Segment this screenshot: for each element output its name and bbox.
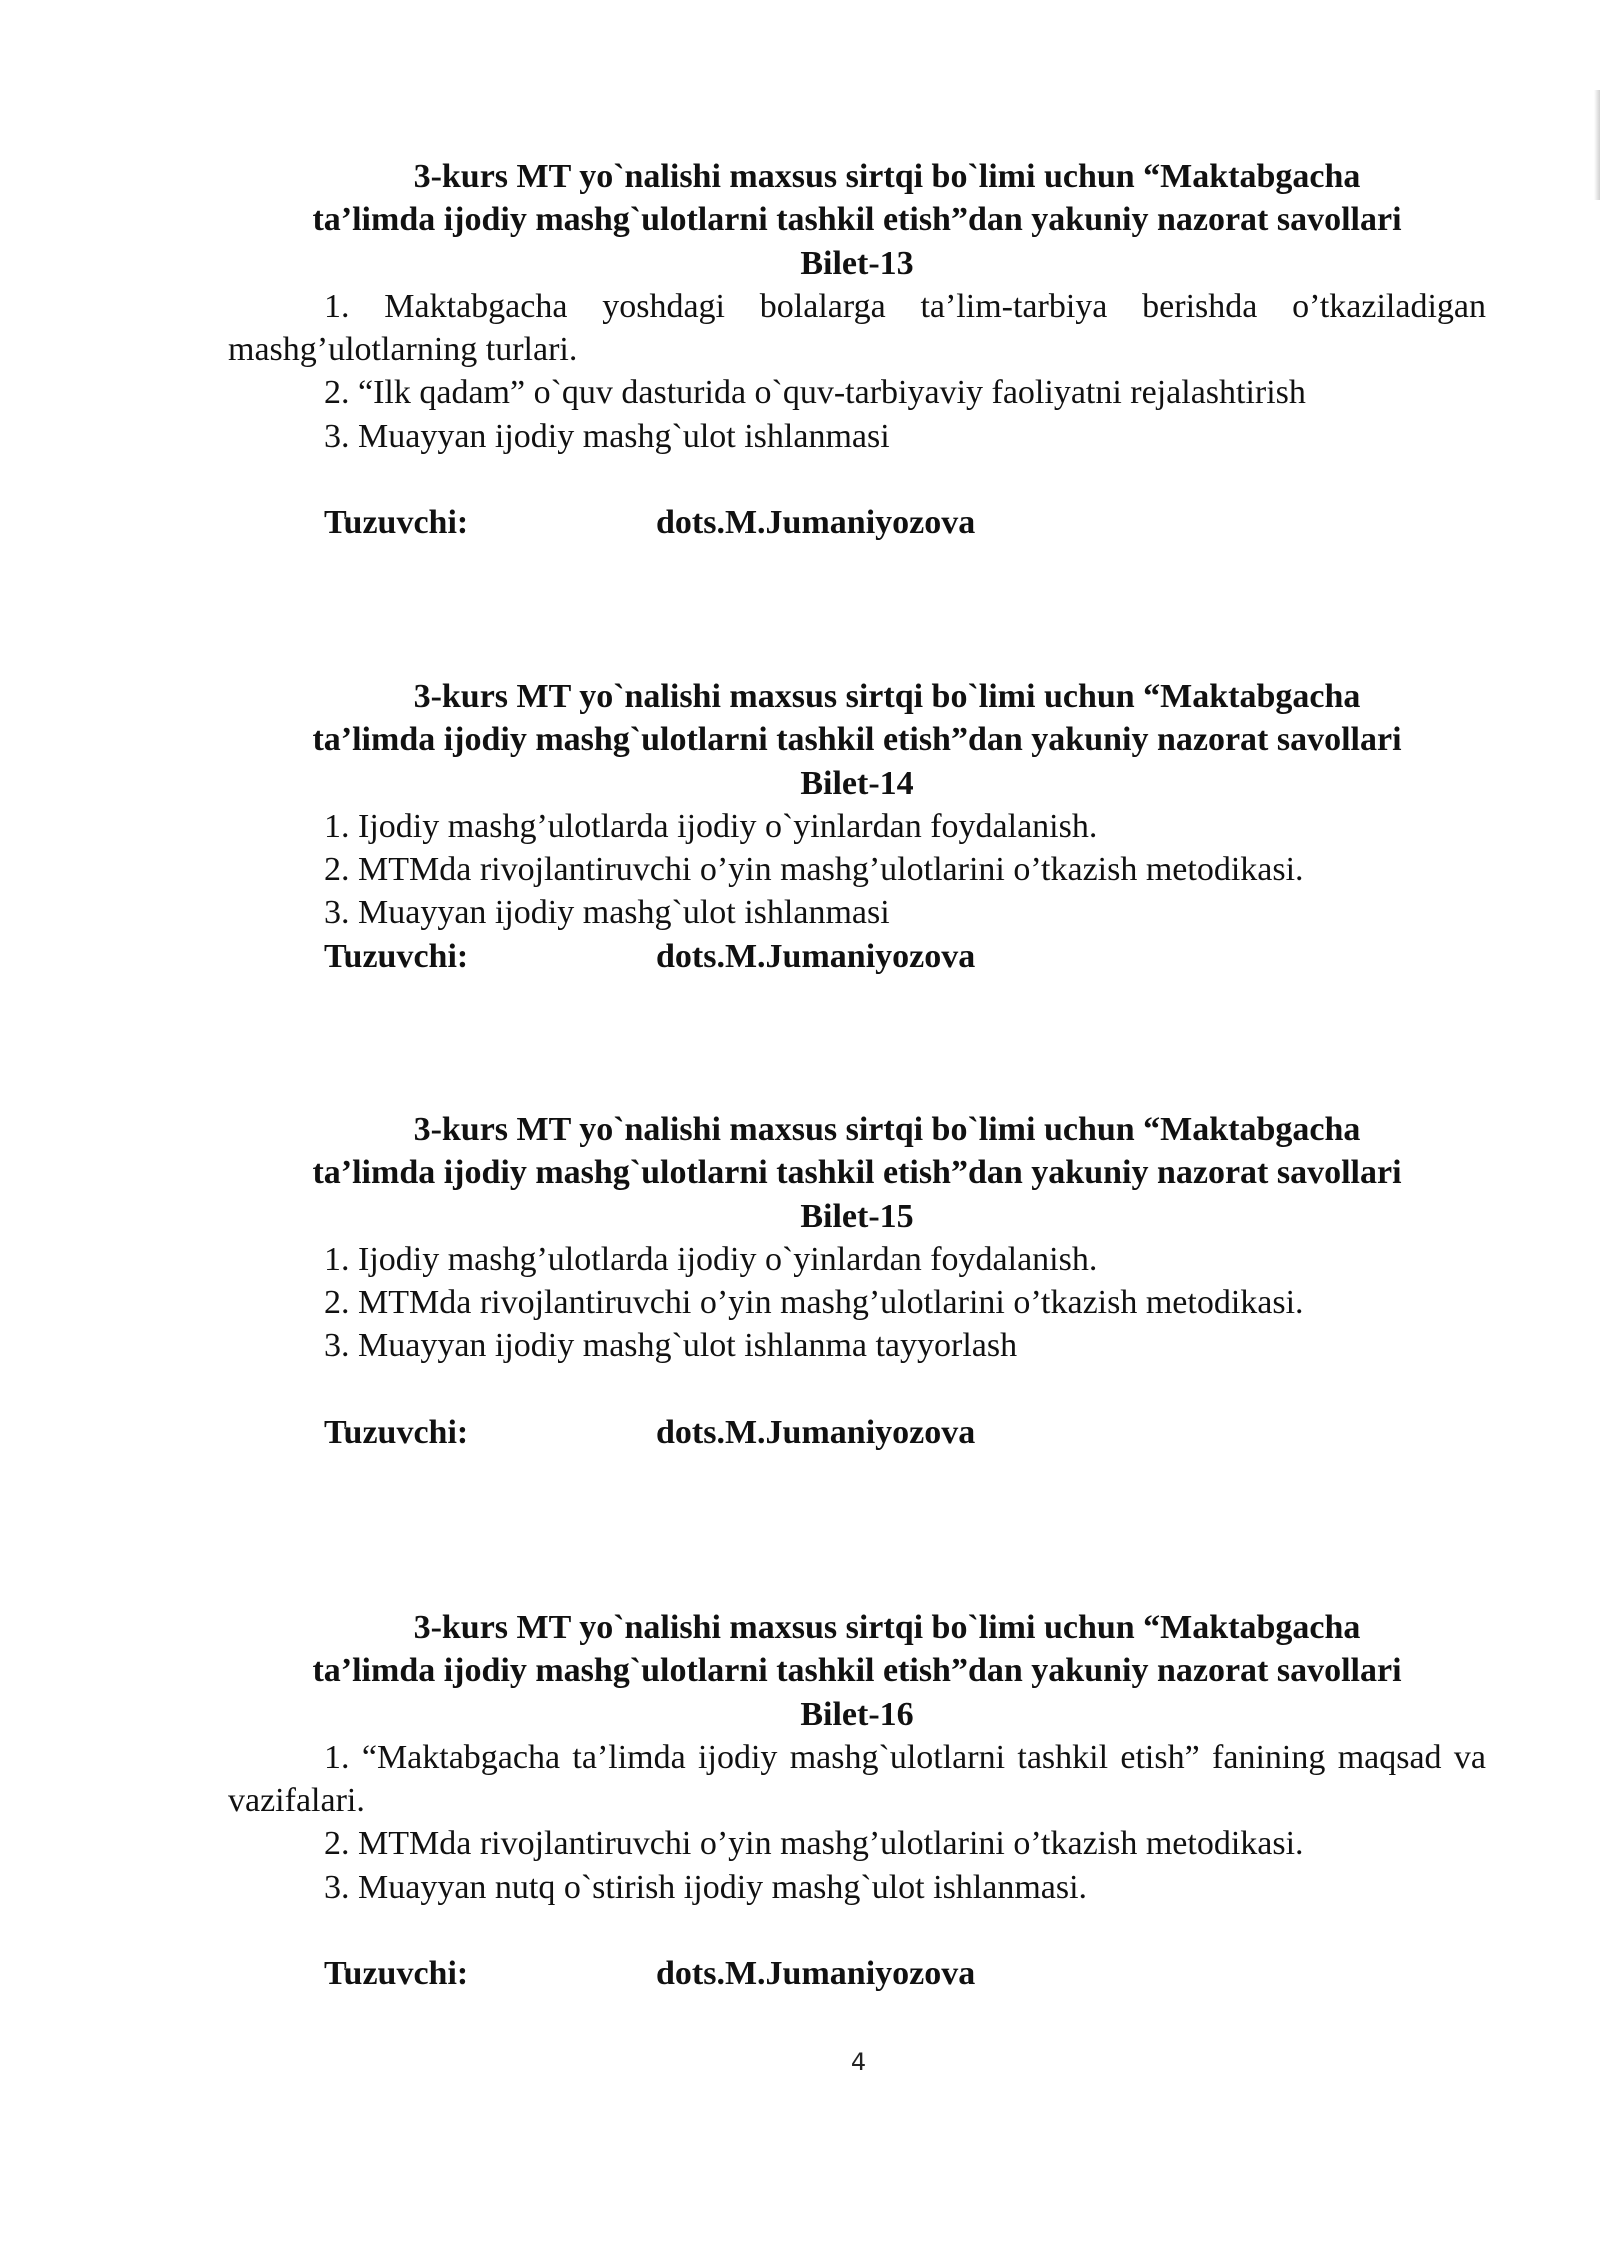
question-list: [228, 1736, 1486, 1909]
ticket-number: Bilet-14: [800, 764, 914, 802]
page-edge-shadow: [1594, 90, 1600, 200]
ticket-title-line2: ta’limda ijodiy mashg`ulotlarni tashkil etish”dan yakuniy nazorat savollari: [312, 1652, 1402, 1690]
question-item: 2. “Ilk qadam” o`quv dasturida o`quv-tarbiyaviy faoliyatni rejalashtirish: [324, 374, 1306, 412]
compiler-name: dots.M.Jumaniyozova: [656, 1413, 976, 1451]
ticket-number: Bilet-13: [800, 244, 914, 282]
exam-ticket-16: [228, 1606, 1486, 1995]
question-item: 2. MTMda rivojlantiruvchi o’yin mashg’ulotlarini o’tkazish metodikasi.: [324, 1284, 1304, 1322]
ticket-number: Bilet-15: [800, 1197, 914, 1235]
signature-line: [228, 501, 1486, 544]
signature-line: [228, 1952, 1486, 1995]
compiler-name: dots.M.Jumaniyozova: [656, 504, 976, 542]
question-item: 2. MTMda rivojlantiruvchi o’yin mashg’ulotlarini o’tkazish metodikasi.: [324, 851, 1304, 889]
compiler-label: Tuzuvchi:: [324, 504, 469, 542]
exam-ticket-15: [228, 1108, 1486, 1454]
question-item: 1. Maktabgacha yoshdagi bolalarga ta’lim-tarbiya berishda o’tkaziladigan mashg’ulotlarning turlari.: [228, 287, 1486, 369]
ticket-title-line1: 3-kurs MT yo`nalishi maxsus sirtqi bo`limi uchun “Maktabgacha: [413, 1111, 1361, 1148]
exam-ticket-14: [228, 675, 1486, 978]
question-item: 2. MTMda rivojlantiruvchi o’yin mashg’ulotlarini o’tkazish metodikasi.: [324, 1825, 1304, 1863]
ticket-title-line1: 3-kurs MT yo`nalishi maxsus sirtqi bo`limi uchun “Maktabgacha: [413, 678, 1361, 715]
ticket-title-line1: 3-kurs MT yo`nalishi maxsus sirtqi bo`limi uchun “Maktabgacha: [413, 158, 1361, 195]
question-item: 1. “Maktabgacha ta’limda ijodiy mashg`ulotlarni tashkil etish” fanining maqsad va vazifalari.: [228, 1738, 1486, 1820]
ticket-title-line1: 3-kurs MT yo`nalishi maxsus sirtqi bo`limi uchun “Maktabgacha: [413, 1609, 1361, 1646]
ticket-title-line2: ta’limda ijodiy mashg`ulotlarni tashkil etish”dan yakuniy nazorat savollari: [312, 721, 1402, 759]
ticket-number: Bilet-16: [800, 1695, 914, 1733]
page-number: 4: [850, 2048, 867, 2076]
compiler-name: dots.M.Jumaniyozova: [656, 1955, 976, 1993]
question-item: 3. Muayyan ijodiy mashg`ulot ishlanmasi: [324, 894, 890, 932]
compiler-label: Tuzuvchi:: [324, 937, 469, 975]
question-item: 3. Muayyan ijodiy mashg`ulot ishlanmasi: [324, 417, 890, 455]
question-item: 3. Muayyan nutq o`stirish ijodiy mashg`ulot ishlanmasi.: [324, 1868, 1088, 1906]
question-item: 3. Muayyan ijodiy mashg`ulot ishlanma tayyorlash: [324, 1327, 1018, 1365]
question-list: [228, 285, 1486, 458]
ticket-title-line2: ta’limda ijodiy mashg`ulotlarni tashkil etish”dan yakuniy nazorat savollari: [312, 1154, 1402, 1192]
compiler-name: dots.M.Jumaniyozova: [656, 937, 976, 975]
signature-line: [228, 935, 1486, 978]
question-item: 1. Ijodiy mashg’ulotlarda ijodiy o`yinlardan foydalanish.: [324, 807, 1098, 845]
compiler-label: Tuzuvchi:: [324, 1955, 469, 1993]
question-item: 1. Ijodiy mashg’ulotlarda ijodiy o`yinlardan foydalanish.: [324, 1240, 1098, 1278]
ticket-title-line2: ta’limda ijodiy mashg`ulotlarni tashkil etish”dan yakuniy nazorat savollari: [312, 201, 1402, 239]
compiler-label: Tuzuvchi:: [324, 1413, 469, 1451]
question-list: [228, 1238, 1486, 1368]
question-list: [228, 805, 1486, 935]
exam-ticket-13: [228, 155, 1486, 544]
signature-line: [228, 1411, 1486, 1454]
